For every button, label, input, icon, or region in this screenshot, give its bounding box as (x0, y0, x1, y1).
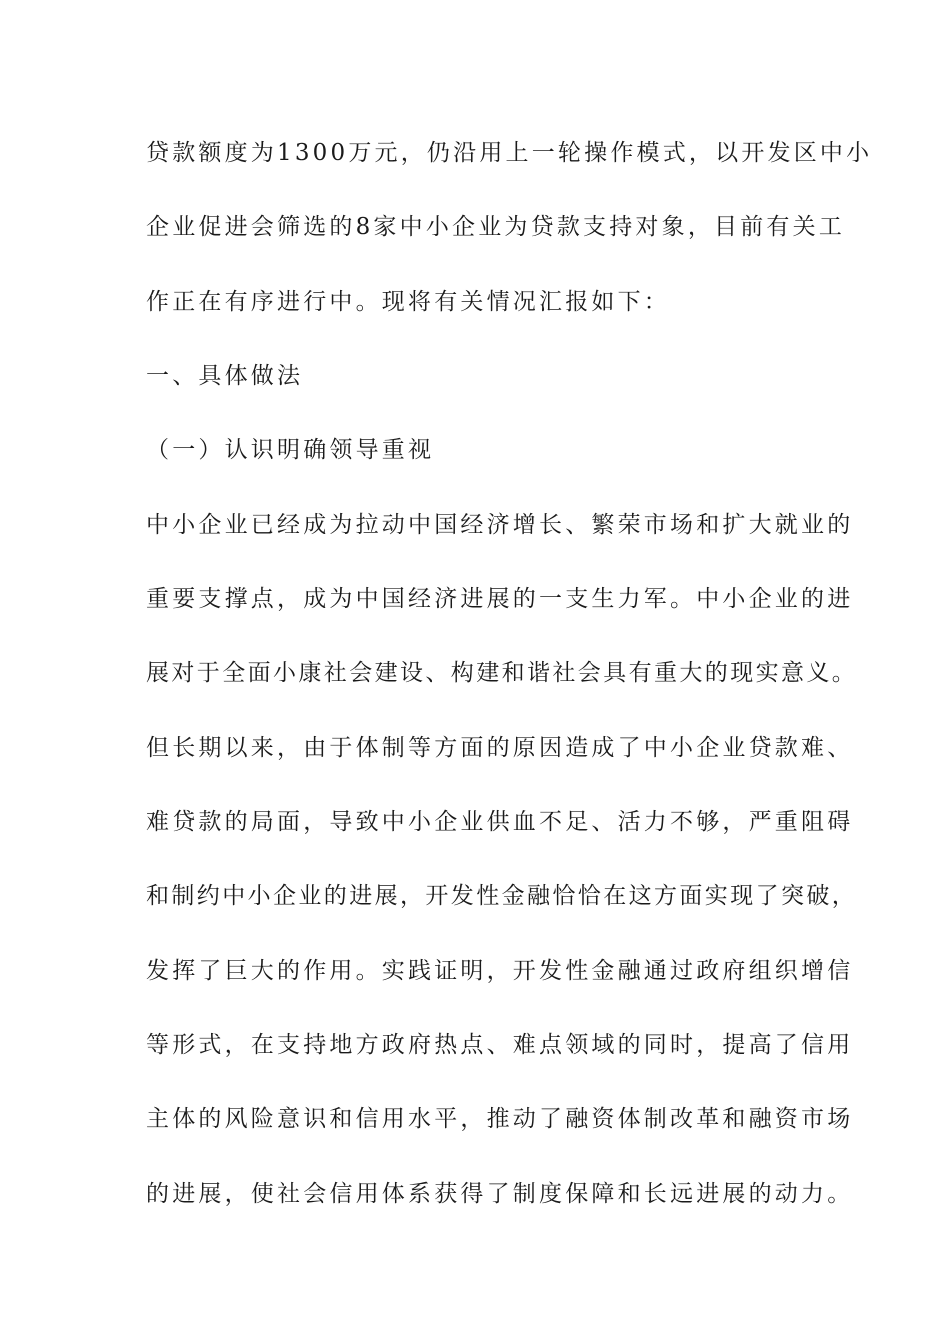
paragraph-line: 难贷款的局面，导致中小企业供血不足、活力不够，严重阻碍 (146, 809, 854, 835)
paragraph-line: 但长期以来，由于体制等方面的原因造成了中小企业贷款难、 (146, 735, 854, 761)
paragraph-line: 和制约中小企业的进展，开发性金融恰恰在这方面实现了突破， (146, 883, 858, 909)
section-heading: 一、具体做法 (146, 363, 304, 389)
paragraph-line: 主体的风险意识和信用水平，推动了融资体制改革和融资市场 (146, 1106, 854, 1132)
paragraph-line: 企业促进会筛选的8家中小企业为贷款支持对象，目前有关工 (146, 214, 846, 240)
paragraph-line: 展对于全面小康社会建设、构建和谐社会具有重大的现实意义。 (146, 660, 858, 686)
paragraph-line: 贷款额度为1300万元，仍沿用上一轮操作模式，以开发区中小 (146, 140, 873, 166)
subsection-heading: （一）认识明确领导重视 (146, 437, 435, 463)
paragraph-line: 的进展，使社会信用体系获得了制度保障和长远进展的动力。 (146, 1181, 854, 1207)
paragraph-line: 中小企业已经成为拉动中国经济增长、繁荣市场和扩大就业的 (146, 512, 854, 538)
paragraph-line: 发挥了巨大的作用。实践证明，开发性金融通过政府组织增信 (146, 958, 854, 984)
paragraph-line: 作正在有序进行中。现将有关情况汇报如下： (146, 289, 670, 315)
paragraph-line: 等形式，在支持地方政府热点、难点领域的同时，提高了信用 (146, 1032, 854, 1058)
paragraph-line: 重要支撑点，成为中国经济进展的一支生力军。中小企业的进 (146, 586, 854, 612)
